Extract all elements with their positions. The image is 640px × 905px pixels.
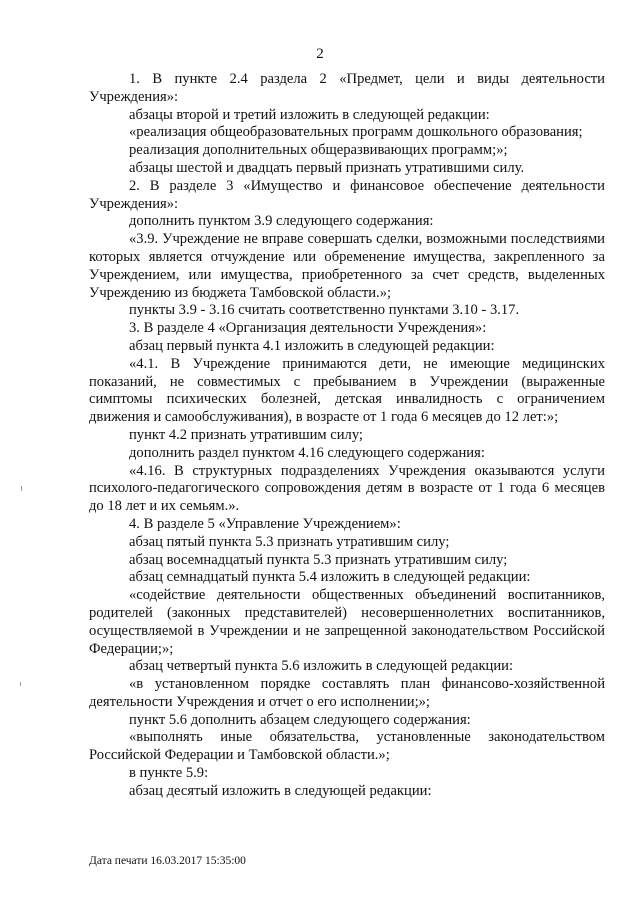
- paragraph: «выполнять иные обязательства, установленные законодательством Российской Федерации и Тамбовской области.»;: [89, 729, 605, 764]
- paragraph: абзац первый пункта 4.1 изложить в следующей редакции:: [129, 337, 495, 354]
- paragraph: абзац четвертый пункта 5.6 изложить в следующей редакции:: [129, 658, 514, 675]
- paragraph-section-2-heading: 1. В пункте 2.4 раздела 2 «Предмет, цели и виды деятельности Учреждения»:: [89, 71, 605, 105]
- document-body: [89, 71, 605, 801]
- page-number: 2: [316, 46, 324, 62]
- paragraph-section-4-heading: 3. В разделе 4 «Организация деятельности Учреждения»:: [129, 320, 487, 337]
- scan-speck: [21, 486, 22, 491]
- paragraph: «3.9. Учреждение не вправе совершать сделки, возможными последствиями которых является отчуждение или обременение имущества, закрепленного за Учреждением, или имущества, приобретенного за счет средств, выделенных Учреждению из бюджета Тамбовской области.»;: [89, 231, 605, 301]
- paragraph: абзац семнадцатый пункта 5.4 изложить в следующей редакции:: [129, 569, 531, 586]
- paragraph: пункты 3.9 - 3.16 считать соответственно пунктами 3.10 - 3.17.: [129, 302, 520, 319]
- paragraph: абзацы шестой и двадцать первый признать утратившими силу.: [129, 159, 525, 176]
- paragraph: «в установленном порядке составлять план финансово-хозяйственной деятельности Учреждения и отчет о его исполнении;»;: [89, 676, 605, 710]
- paragraph: абзац десятый изложить в следующей редакции:: [129, 782, 432, 799]
- paragraph: дополнить пунктом 3.9 следующего содержания:: [129, 213, 434, 230]
- paragraph: «4.1. В Учреждение принимаются дети, не имеющие медицинских показаний, не совместимых с пребыванием в Учреждении (выраженные симптомы психических болезней, детская инвалидность с ограничением движения и самообслуживания), в возрасте от 1 года 6 месяцев до 12 лет:»;: [89, 355, 605, 426]
- print-date-footer: Дата печати 16.03.2017 15:35:00: [89, 855, 246, 867]
- paragraph: абзац пятый пункта 5.3 признать утратившим силу;: [129, 533, 450, 550]
- paragraph: абзацы второй и третий изложить в следующей редакции:: [129, 106, 490, 123]
- paragraph: абзац восемнадцатый пункта 5.3 признать утратившим силу;: [129, 551, 508, 568]
- paragraph: «реализация общеобразовательных программ дошкольного образования;: [129, 124, 583, 141]
- paragraph: пункт 4.2 признать утратившим силу;: [129, 426, 363, 443]
- paragraph: реализация дополнительных общеразвивающих программ;»;: [129, 142, 508, 159]
- paragraph: в пункте 5.9:: [129, 765, 209, 782]
- paragraph: дополнить раздел пунктом 4.16 следующего содержания:: [129, 444, 485, 461]
- scan-speck: [20, 682, 21, 686]
- paragraph: «содействие деятельности общественных объединений воспитанников, родителей (законных представителей) несовершеннолетних воспитанников, осуществляемой в Учреждении и не запрещенной законодательством Российской Федерации;»;: [89, 587, 605, 657]
- paragraph-section-3-heading: 2. В разделе 3 «Имущество и финансовое обеспечение деятельности Учреждения»:: [89, 177, 605, 212]
- paragraph: пункт 5.6 дополнить абзацем следующего содержания:: [129, 711, 471, 728]
- paragraph: «4.16. В структурных подразделениях Учреждения оказываются услуги психолого-педагогического сопровождения детям в возрасте от 1 года 6 месяцев до 18 лет и их семьям.».: [89, 462, 605, 515]
- paragraph-section-5-heading: 4. В разделе 5 «Управление Учреждением»:: [129, 515, 401, 532]
